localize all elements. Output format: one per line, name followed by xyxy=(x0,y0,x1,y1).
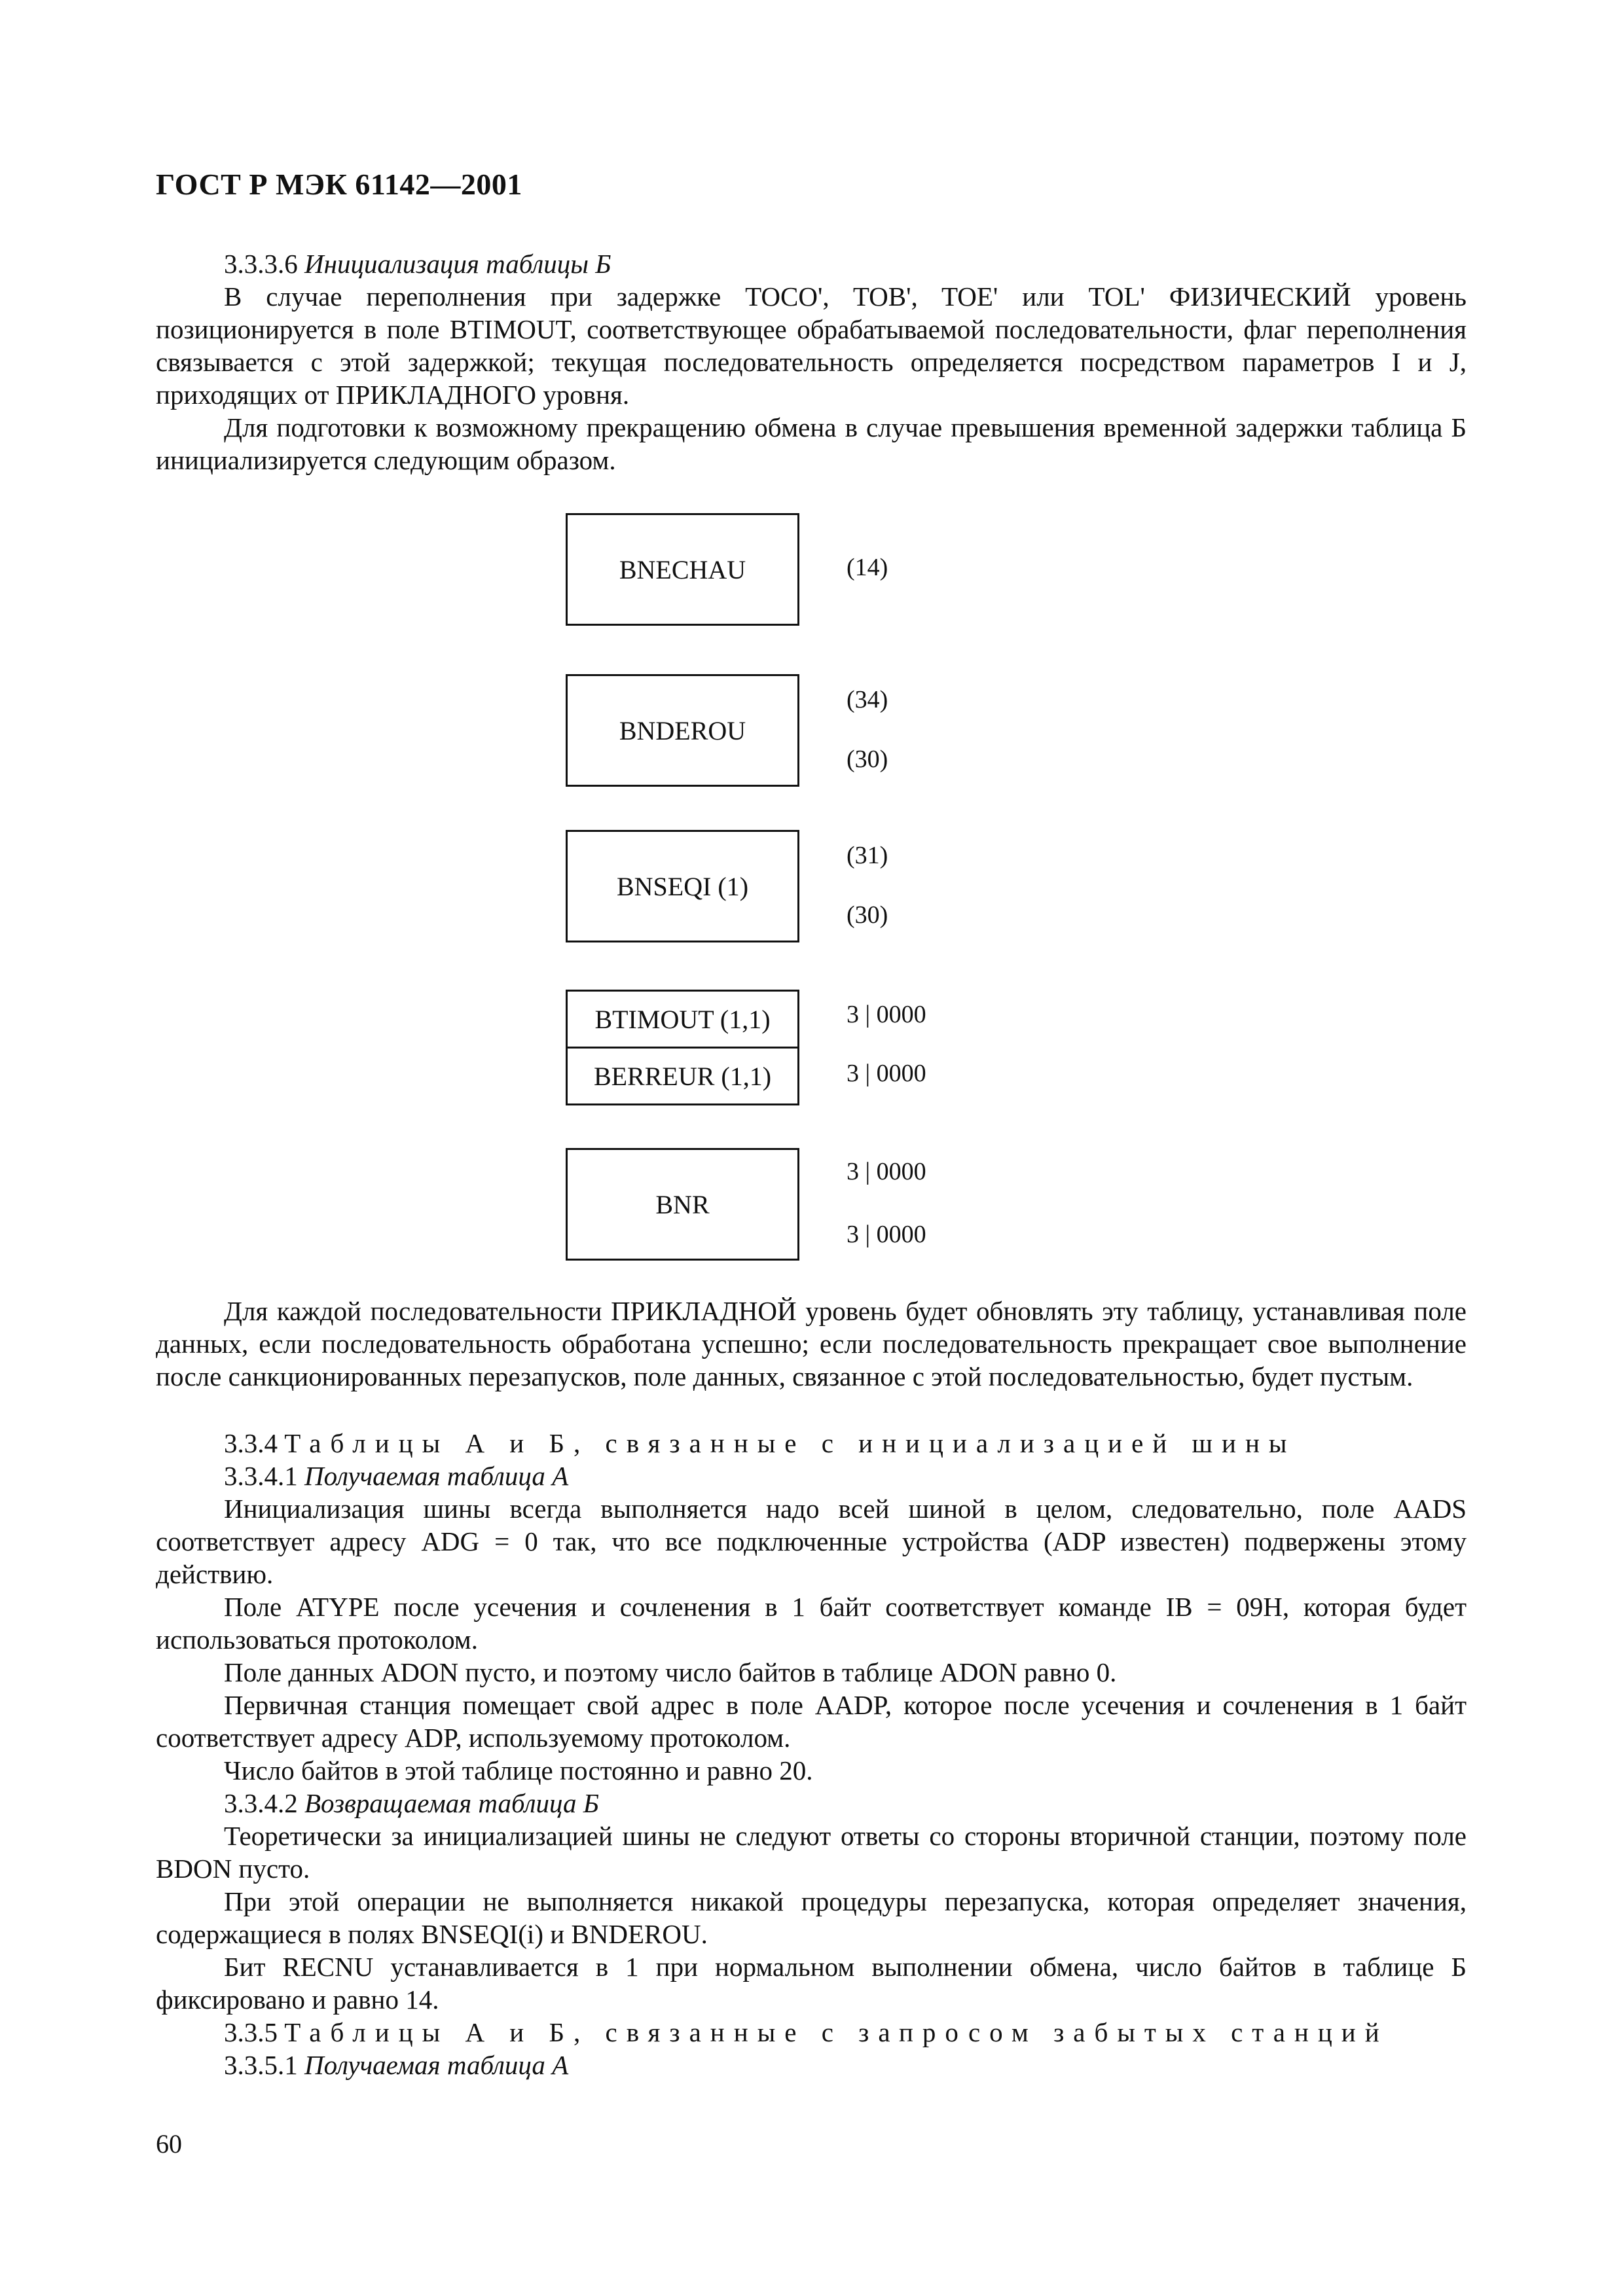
section-335-heading xyxy=(224,2016,1389,2049)
section-number: 3.3.4 xyxy=(224,1428,278,1458)
paragraph: При этой операции не выполняется никакой процедуры перезапуска, которая определяет значения, содержащиеся в полях BNSEQI(i) и BNDEROU. xyxy=(156,1886,1467,1949)
field-value: (30) xyxy=(847,901,888,929)
section-3336-heading xyxy=(224,247,611,280)
section-number: 3.3.4.1 xyxy=(224,1461,298,1491)
field-value: 3 | 0000 xyxy=(847,1001,926,1028)
section-title: Получаемая таблица А xyxy=(304,1461,569,1491)
field-box-bnderou: BNDEROU xyxy=(566,674,799,787)
section-3342-heading xyxy=(224,1787,599,1820)
field-value: (34) xyxy=(847,686,888,713)
section-3351-heading xyxy=(224,2049,568,2081)
field-value: (30) xyxy=(847,745,888,773)
section-title: Возвращаемая таблица Б xyxy=(304,1788,599,1818)
section-number: 3.3.5.1 xyxy=(224,2050,298,2080)
field-value: (31) xyxy=(847,842,888,869)
page-number: 60 xyxy=(156,2129,182,2159)
section-title: Таблицы А и Б, связанные с запросом забытых станций xyxy=(284,2017,1389,2047)
paragraph: Теоретически за инициализацией шины не следуют ответы со стороны вторичной станции, поэтому поле BDON пусто. xyxy=(156,1821,1467,1884)
field-box-btimout: BTIMOUT (1,1) xyxy=(566,990,799,1049)
section-title: Инициализация таблицы Б xyxy=(304,249,611,279)
section-334-heading xyxy=(224,1427,1296,1460)
section-number: 3.3.4.2 xyxy=(224,1788,298,1818)
section-3341-heading xyxy=(224,1460,568,1492)
section-number: 3.3.3.6 xyxy=(224,249,298,279)
paragraph: Поле данных ADON пусто, и поэтому число байтов в таблице ADON равно 0. xyxy=(224,1657,1117,1687)
field-value: 3 | 0000 xyxy=(847,1221,926,1248)
field-box-bnr: BNR xyxy=(566,1148,799,1261)
section-title: Получаемая таблица А xyxy=(304,2050,569,2080)
section-title: Таблицы А и Б, связанные с инициализацией шины xyxy=(284,1428,1296,1458)
paragraph: Первичная станция помещает свой адрес в поле AADP, которое после усечения и сочленения в 1 байт соответствует адресу ADP, используемому протоколом. xyxy=(156,1690,1467,1753)
field-box-bnseqi: BNSEQI (1) xyxy=(566,830,799,942)
paragraph: Поле ATYPE после усечения и сочленения в 1 байт соответствует команде IB = 09H, которая будет использоваться протоколом. xyxy=(156,1592,1467,1655)
document-header: ГОСТ Р МЭК 61142—2001 xyxy=(156,168,522,201)
field-value: 3 | 0000 xyxy=(847,1060,926,1087)
paragraph: Число байтов в этой таблице постоянно и равно 20. xyxy=(224,1755,813,1785)
field-value: (14) xyxy=(847,554,888,581)
paragraph: Для каждой последовательности ПРИКЛАДНОЙ уровень будет обновлять эту таблицу, устанавливая поле данных, если последовательность обработана успешно; если последовательность прекращает свое выполнение после санкционированных перезапусков, поле данных, связанное с этой последовательностью, будет пустым. xyxy=(156,1296,1467,1391)
paragraph: Для подготовки к возможному прекращению обмена в случае превышения временной задержки таблица Б инициализируется следующим образом. xyxy=(156,412,1467,475)
field-box-bnechau: BNECHAU xyxy=(566,513,799,626)
field-value: 3 | 0000 xyxy=(847,1158,926,1185)
paragraph: Инициализация шины всегда выполняется надо всей шиной в целом, следовательно, поле AADS соответствует адресу ADG = 0 так, что все подключенные устройства (ADP известен) подвержены этому действию. xyxy=(156,1494,1467,1589)
field-box-berreur: BERREUR (1,1) xyxy=(566,1047,799,1105)
paragraph: Бит RECNU устанавливается в 1 при нормальном выполнении обмена, число байтов в таблице Б фиксировано и равно 14. xyxy=(156,1952,1467,2015)
section-number: 3.3.5 xyxy=(224,2017,278,2047)
paragraph: В случае переполнения при задержке TOCO', TOB', TOE' или TOL' ФИЗИЧЕСКИЙ уровень позиционируется в поле BTIMOUT, соответствующее обрабатываемой последовательности, флаг переполнения связывается с этой задержкой; текущая последовательность определяется посредством параметров I и J, приходящих от ПРИКЛАДНОГО уровня. xyxy=(156,281,1467,410)
